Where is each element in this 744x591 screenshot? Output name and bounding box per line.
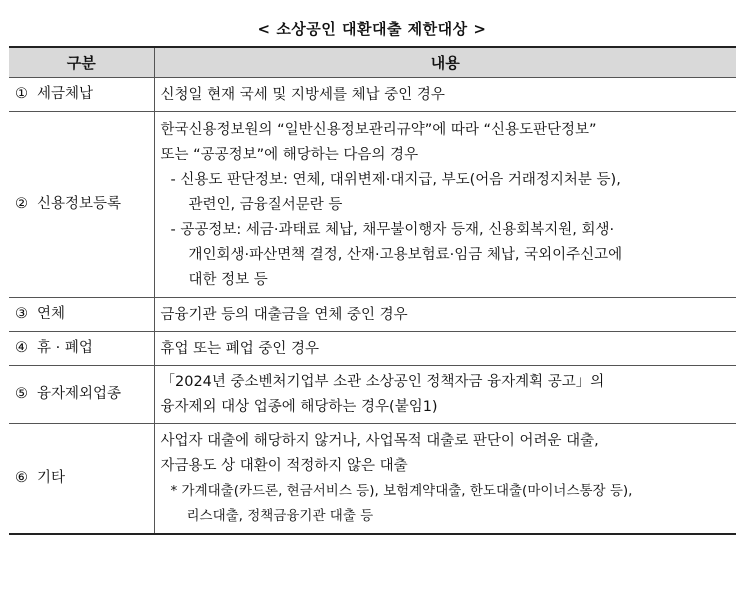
row-label: 기타: [37, 469, 66, 486]
content-line: 사업자 대출에 해당하지 않거나, 사업목적 대출로 판단이 어려운 대출,: [160, 432, 599, 449]
row-category: [9, 366, 154, 424]
row-category: [9, 298, 154, 332]
content-line: 개인회생·파산면책 결정, 산재·고용보험료·임금 체납, 국외이주신고에: [188, 246, 623, 263]
table-row: [9, 298, 736, 332]
row-number: ①: [15, 86, 28, 102]
restriction-table: [9, 46, 736, 535]
row-category: [9, 332, 154, 366]
row-content: [154, 332, 736, 366]
row-content: [154, 424, 736, 534]
page-title: < 소상공인 대환대출 제한대상 >: [257, 20, 487, 38]
header-category: 구분: [9, 47, 154, 78]
row-category: [9, 112, 154, 298]
row-label: 휴 · 폐업: [37, 340, 93, 356]
row-category: [9, 424, 154, 534]
content-line: 또는 “공공정보”에 해당하는 다음의 경우: [160, 146, 419, 163]
table-row: [9, 78, 736, 112]
content-line: - 공공정보: 세금·과태료 체납, 채무불이행자 등재, 신용회복지원, 회생·: [170, 221, 615, 238]
table-row: [9, 112, 736, 298]
table-header-row: [9, 47, 736, 78]
row-number: ③: [15, 306, 28, 322]
row-label: 융자제외업종: [37, 386, 122, 402]
row-content: [154, 298, 736, 332]
row-label: 연체: [37, 306, 66, 322]
row-number: ⑥: [15, 469, 28, 486]
row-content: [154, 366, 736, 424]
table-row: [9, 366, 736, 424]
content-line: 융자제외 대상 업종에 해당하는 경우(붙임1): [160, 399, 438, 415]
header-content: 내용: [154, 47, 736, 78]
row-number: ④: [15, 340, 28, 356]
content-line: 자금용도 상 대환이 적정하지 않은 대출: [160, 457, 408, 474]
table-row: [9, 424, 736, 534]
row-label: 신용정보등록: [37, 196, 122, 212]
content-line: 한국신용정보원의 “일반신용정보관리규약”에 따라 “신용도판단정보”: [160, 121, 597, 138]
row-number: ⑤: [15, 386, 28, 402]
content-line: 대한 정보 등: [188, 271, 268, 288]
content-line: 「2024년 중소벤처기업부 소관 소상공인 정책자금 융자계획 공고」의: [160, 374, 605, 390]
content-line: 리스대출, 정책금융기관 대출 등: [186, 507, 374, 524]
row-category: [9, 78, 154, 112]
content-line: 관련인, 금융질서문란 등: [188, 196, 343, 213]
content-line: 금융기관 등의 대출금을 연체 중인 경우: [160, 306, 408, 323]
content-line: - 신용도 판단정보: 연체, 대위변제·대지급, 부도(어음 거래정지처분 등),: [170, 171, 621, 188]
content-line: 휴업 또는 폐업 중인 경우: [160, 340, 320, 357]
content-line: * 가계대출(카드론, 현금서비스 등), 보험계약대출, 한도대출(마이너스통장 등),: [170, 482, 633, 499]
row-content: [154, 78, 736, 112]
row-content: [154, 112, 736, 298]
content-line: 신청일 현재 국세 및 지방세를 체납 중인 경우: [160, 86, 445, 103]
row-number: ②: [15, 196, 28, 212]
row-label: 세금체납: [37, 86, 94, 102]
table-row: [9, 332, 736, 366]
